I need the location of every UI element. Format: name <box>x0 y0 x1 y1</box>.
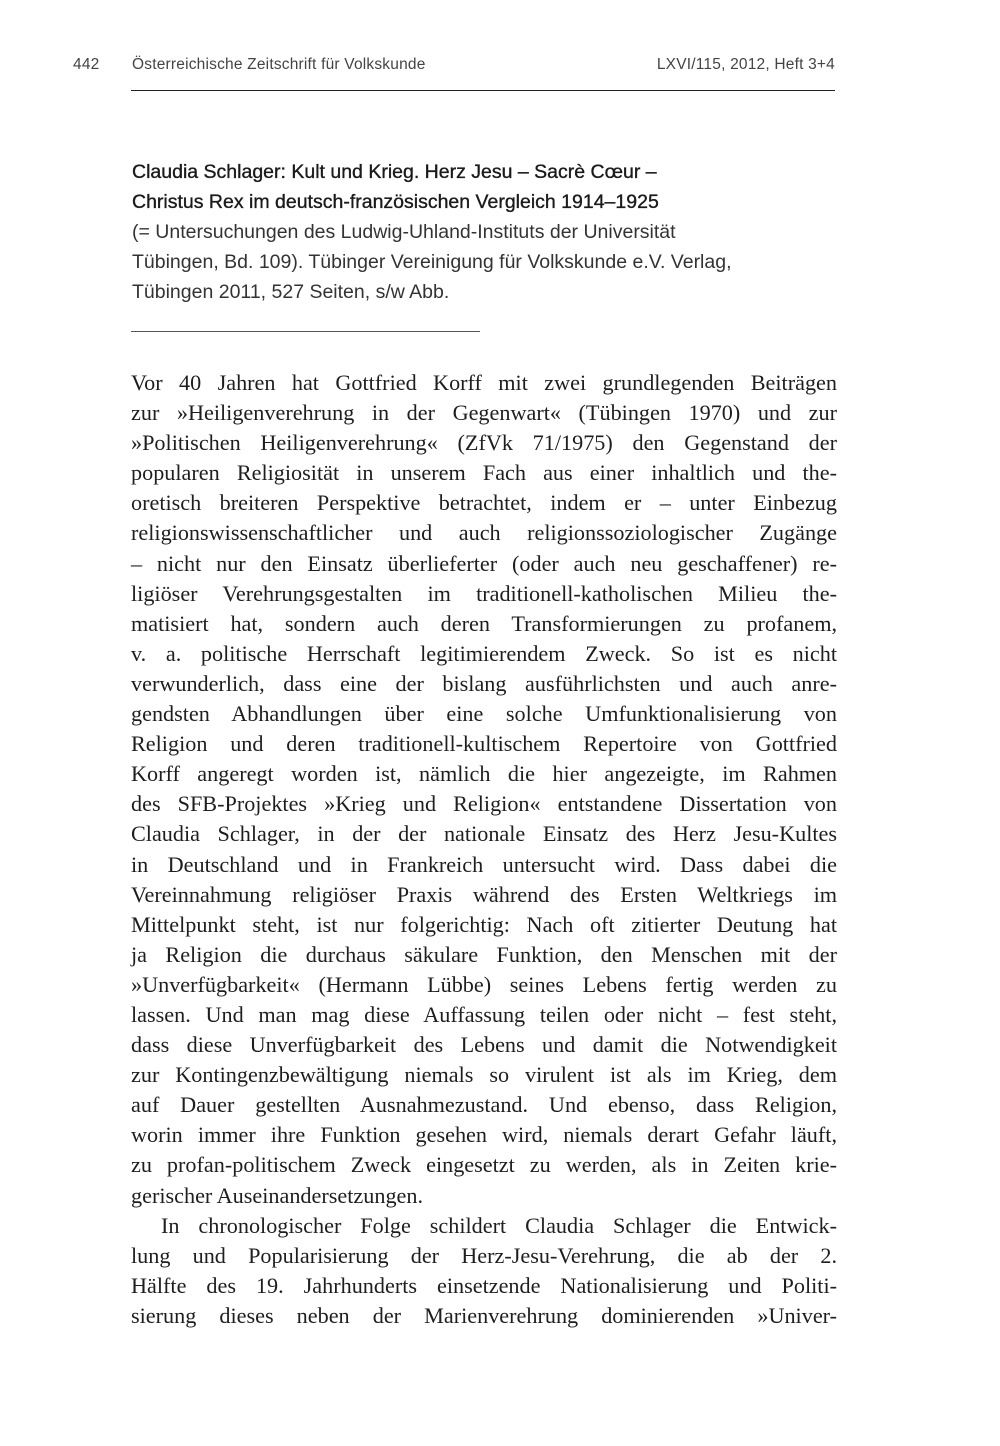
review-details-line: Tübingen 2011, 527 Seiten, s/w Abb. <box>132 281 450 303</box>
header-divider <box>131 90 835 91</box>
text-line: lassen. Und man mag diese Auffassung teilen oder nicht – fest steht, <box>131 1001 837 1027</box>
text-line: v. a. politische Herrschaft legitimierendem Zweck. So ist es nicht <box>131 640 837 666</box>
text-line: Mittelpunkt steht, ist nur folgerichtig: Nach oft zitierter Deutung hat <box>131 911 837 937</box>
text-line: gerischer Auseinandersetzungen. <box>131 1182 424 1208</box>
text-line: ja Religion die durchaus säkulare Funktion, den Menschen mit der <box>131 941 837 967</box>
text-line: dass diese Unverfügbarkeit des Lebens und damit die Notwendigkeit <box>131 1032 837 1058</box>
text-line: matisiert hat, sondern auch deren Transformierungen zu profanem, <box>131 610 837 636</box>
section-divider <box>131 331 480 332</box>
review-details-line: Tübingen, Bd. 109). Tübinger Vereinigung für Volkskunde e.V. Verlag, <box>132 251 732 273</box>
text-line: zur »Heiligenverehrung in der Gegenwart« (Tübingen 1970) und zur <box>131 400 837 426</box>
paragraph-2 <box>131 1211 837 1331</box>
text-line: Vereinnahmung religiöser Praxis während des Ersten Weltkriegs im <box>131 881 837 907</box>
text-line: gendsten Abhandlungen über eine solche Umfunktionalisierung von <box>131 701 837 727</box>
text-line: verwunderlich, dass eine der bislang ausführlichsten und auch anre- <box>131 670 837 696</box>
review-title-line: Christus Rex im deutsch-französischen Vergleich 1914–1925 <box>132 191 659 213</box>
text-line: popularen Religiosität in unserem Fach aus einer inhaltlich und the- <box>131 460 837 486</box>
text-line: »Unverfügbarkeit« (Hermann Lübbe) seines Lebens fertig werden zu <box>131 971 837 997</box>
text-line: religionswissenschaftlicher und auch religionssoziologischer Zugänge <box>131 520 837 546</box>
text-line: In chronologischer Folge schildert Claudia Schlager die Entwick- <box>161 1212 837 1238</box>
review-bibliographic-entry <box>132 157 832 307</box>
paragraph-1 <box>131 368 837 1211</box>
journal-title: Österreichische Zeitschrift für Volkskunde <box>132 56 426 73</box>
text-line: des SFB-Projektes »Krieg und Religion« entstandene Dissertation von <box>131 791 837 817</box>
review-details-line: (= Untersuchungen des Ludwig-Uhland-Instituts der Universität <box>132 221 676 243</box>
text-line: »Politischen Heiligenverehrung« (ZfVk 71/1975) den Gegenstand der <box>131 430 837 456</box>
text-line: Religion und deren traditionell-kultischem Repertoire von Gottfried <box>131 731 837 757</box>
text-line: in Deutschland und in Frankreich untersucht wird. Dass dabei die <box>131 851 837 877</box>
text-line: worin immer ihre Funktion gesehen wird, niemals derart Gefahr läuft, <box>131 1122 837 1148</box>
text-line: zu profan-politischem Zweck eingesetzt zu werden, als in Zeiten krie- <box>131 1152 837 1178</box>
text-line: Vor 40 Jahren hat Gottfried Korff mit zwei grundlegenden Beiträgen <box>131 370 837 395</box>
text-line: Korff angeregt worden ist, nämlich die hier angezeigte, im Rahmen <box>131 761 837 787</box>
text-line: – nicht nur den Einsatz überlieferter (oder auch neu geschaffener) re- <box>131 550 837 576</box>
text-line: sierung dieses neben der Marienverehrung dominierenden »Univer- <box>131 1302 837 1328</box>
text-line: zur Kontingenzbewältigung niemals so virulent ist als im Krieg, dem <box>131 1062 837 1088</box>
review-title-line: Claudia Schlager: Kult und Krieg. Herz Jesu – Sacrè Cœur – <box>132 161 657 183</box>
text-line: oretisch breiteren Perspektive betrachtet, indem er – unter Einbezug <box>131 490 837 516</box>
issue-info: LXVI/115, 2012, Heft 3+4 <box>656 56 835 73</box>
review-body <box>131 368 837 1331</box>
page-number: 442 <box>73 56 100 73</box>
text-line: lung und Popularisierung der Herz-Jesu-Verehrung, die ab der 2. <box>131 1242 837 1268</box>
text-line: Hälfte des 19. Jahrhunderts einsetzende Nationalisierung und Politi- <box>131 1272 837 1298</box>
running-head <box>0 56 1000 80</box>
text-line: Claudia Schlager, in der der nationale Einsatz des Herz Jesu-Kultes <box>131 821 837 847</box>
text-line: auf Dauer gestellten Ausnahmezustand. Und ebenso, dass Religion, <box>131 1092 837 1118</box>
text-line: ligiöser Verehrungsgestalten im traditionell-katholischen Milieu the- <box>131 580 837 606</box>
